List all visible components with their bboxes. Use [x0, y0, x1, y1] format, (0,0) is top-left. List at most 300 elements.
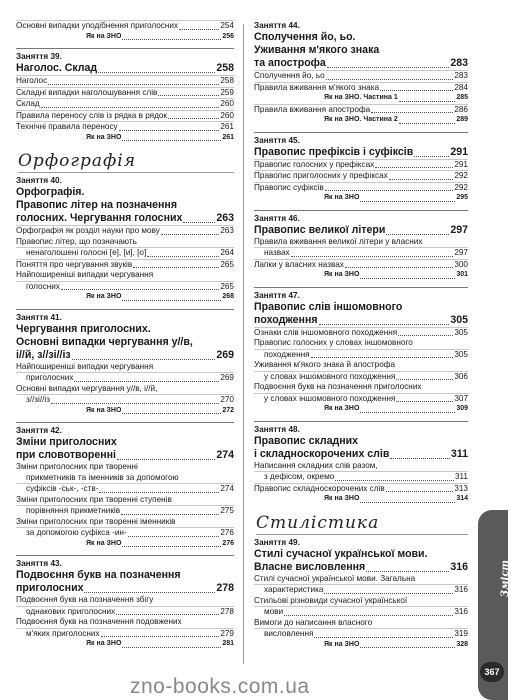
entry-text: та апострофа: [254, 57, 326, 69]
dot-leader: [396, 401, 453, 402]
dot-leader: [128, 536, 220, 537]
dot-leader: [345, 267, 453, 268]
toc-entry: [16, 617, 234, 628]
page-ref: 311: [450, 447, 468, 460]
entry-text: у словах іншомовного походження: [264, 371, 396, 381]
entry-text: Подвоєння букв на позначення приголосних: [254, 382, 422, 391]
page-ref: 272: [222, 406, 234, 414]
entry-text: Як на ЗНО: [86, 32, 122, 40]
lesson-number: Заняття 45.: [254, 135, 300, 145]
entry-text: Подвоєння букв на позначення подовжених: [16, 617, 182, 626]
dot-leader: [168, 118, 219, 119]
lesson-title: [16, 212, 234, 225]
toc-entry: [254, 606, 468, 618]
entry-text: Сполучення йо, ьо: [254, 71, 325, 80]
lesson-title: [254, 146, 468, 159]
dot-leader: [380, 90, 453, 91]
toc-entry: [254, 584, 468, 596]
dot-leader: [311, 357, 454, 358]
entry-text: Поняття про чергування звуків: [16, 259, 133, 269]
dot-leader: [74, 381, 219, 382]
entry-text: Як на ЗНО: [324, 194, 360, 201]
entry-text: висловлення: [264, 629, 314, 638]
page-ref: 258: [216, 62, 234, 74]
toc-entry: [254, 360, 468, 371]
lesson-title: [254, 448, 468, 461]
entry-text: Стилі сучасної української мови. Загальна: [254, 573, 416, 583]
entry-text: Правила вживання м'якого знака: [254, 82, 380, 92]
lesson-block: [254, 287, 468, 415]
page-ref: 264: [220, 248, 234, 257]
entry-text: голосних: [26, 281, 60, 291]
toc-entry: [254, 382, 468, 393]
page-ref: 284: [454, 82, 468, 92]
dot-leader: [366, 571, 449, 572]
toc-entry: [16, 237, 234, 248]
dot-leader: [84, 592, 215, 593]
entry-text: Правопис суфіксів: [254, 182, 324, 192]
page-ref: 261: [220, 122, 234, 131]
dot-leader: [414, 156, 449, 157]
entry-text: Подвоєння букв на позначення збігу: [16, 595, 154, 604]
dot-leader: [398, 335, 453, 336]
page-ref: 269: [216, 348, 234, 361]
toc-entry: [16, 121, 234, 133]
entry-text: Як на ЗНО. Частина 2: [324, 116, 398, 123]
page-ref: 305: [454, 349, 468, 359]
entry-text: і складноскорочених слів: [254, 447, 390, 460]
entry-text: Правила вживання апострофа: [254, 104, 371, 114]
page-ref: 274: [220, 484, 234, 493]
page-ref: 263: [216, 212, 234, 224]
lesson-block: [16, 555, 234, 650]
dot-leader: [314, 637, 453, 638]
lesson-number: Заняття 40.: [16, 176, 62, 185]
zno-practice-entry: [16, 133, 234, 144]
page-ref: 297: [450, 223, 468, 236]
page-ref: 265: [220, 259, 234, 269]
page-ref: 278: [216, 582, 234, 594]
dot-leader: [319, 324, 450, 325]
entry-text: Уживання м'якого знака й апострофа: [254, 360, 396, 369]
lesson-title: [16, 349, 234, 362]
entry-text: мови: [264, 607, 284, 616]
page-ref: 263: [220, 226, 234, 235]
lesson-title: [254, 548, 468, 561]
lesson-block: [254, 537, 468, 651]
dot-leader: [327, 67, 449, 68]
dot-leader: [121, 514, 219, 515]
lesson-block: [16, 309, 234, 417]
dot-leader: [72, 359, 216, 360]
page-ref: 289: [456, 116, 468, 123]
dot-leader: [122, 546, 221, 547]
zno-practice-entry: [254, 115, 468, 126]
toc-entry: [254, 237, 468, 248]
lesson-block: [16, 175, 234, 303]
dot-leader: [41, 107, 220, 108]
page-ref: 297: [454, 248, 468, 257]
zno-practice-entry: [254, 494, 468, 505]
zno-practice-entry: [16, 406, 234, 417]
toc-entry: [16, 462, 234, 473]
toc-entry: [254, 170, 468, 182]
dot-leader: [122, 140, 221, 141]
dot-leader: [360, 278, 455, 279]
column-divider: [243, 24, 244, 664]
entry-text: Технічні правила переносу: [16, 122, 118, 131]
zno-practice-entry: [16, 539, 234, 550]
dot-leader: [360, 502, 455, 503]
toc-entry: [254, 159, 468, 171]
entry-text: Зміни приголосних при творенні: [16, 462, 138, 471]
toc-entry: [16, 606, 234, 618]
entry-text: Зміни приголосних при творенні ступенів: [16, 494, 172, 504]
entry-text: Правопис великої літери: [254, 223, 386, 236]
dot-leader: [122, 647, 221, 648]
toc-entry: [254, 82, 468, 94]
toc-entry: [16, 628, 234, 640]
entry-text: Стилі сучасної української мови.: [254, 547, 428, 560]
toc-entry: [16, 394, 234, 406]
dot-leader: [284, 615, 453, 616]
page-ref: 265: [220, 281, 234, 291]
toc-entry: [254, 259, 468, 271]
entry-text: Як на ЗНО: [86, 539, 122, 547]
entry-text: порівняння прикметників: [26, 506, 121, 515]
page-ref: 270: [220, 395, 234, 404]
entry-text: Уживання м'якого знака: [254, 44, 380, 56]
zno-practice-entry: [254, 404, 468, 415]
page-ref: 305: [450, 313, 468, 326]
right-column: [254, 20, 468, 650]
entry-text: Правопис літер на позначення: [16, 199, 178, 211]
dot-leader: [179, 29, 219, 30]
entry-text: Наголос: [16, 76, 48, 85]
page-ref: 311: [454, 472, 468, 481]
dot-leader: [147, 256, 219, 257]
dot-leader: [326, 79, 454, 80]
page-ref: 256: [222, 32, 234, 40]
entry-text: Наголос. Склад: [16, 62, 98, 74]
lesson-block: [254, 421, 468, 505]
dot-leader: [360, 647, 455, 648]
toc-entry: [254, 349, 468, 361]
page-ref: 269: [220, 373, 234, 382]
entry-text: походження: [264, 349, 310, 359]
toc-entry: [16, 98, 234, 110]
left-lessons-b: [16, 175, 234, 650]
lesson-number: Заняття 43.: [16, 559, 62, 568]
toc-entry: [254, 471, 468, 483]
dot-leader: [99, 492, 219, 493]
dot-leader: [116, 614, 219, 615]
toc-entry: [254, 596, 468, 607]
page-ref: 295: [456, 194, 468, 201]
side-tab-label: Зміст: [500, 560, 511, 598]
dot-leader: [335, 480, 454, 481]
dot-leader: [390, 458, 450, 459]
dot-leader: [291, 256, 454, 257]
toc-entry: [16, 75, 234, 87]
page-ref: 258: [220, 76, 234, 85]
lesson-title: [254, 301, 468, 314]
page-ref: 314: [456, 495, 468, 502]
lesson-title: [16, 336, 234, 349]
page-ref: 283: [454, 71, 468, 80]
lesson-title: [16, 62, 234, 75]
dot-leader: [48, 84, 219, 85]
page-ref: 307: [454, 393, 468, 403]
lesson-number: Заняття 46.: [254, 213, 300, 223]
watermark: zno-books.com.ua: [130, 675, 310, 698]
lesson-title: [16, 569, 234, 582]
dot-leader: [161, 234, 219, 235]
toc-entry: [254, 104, 468, 116]
lesson-number: Заняття 39.: [16, 52, 62, 61]
right-lessons-b: [254, 537, 468, 651]
page-ref: 316: [454, 607, 468, 616]
lesson-block: [254, 210, 468, 281]
entry-text: однакових приголосних: [26, 606, 116, 616]
page-ref: 261: [222, 133, 234, 141]
page-ref: 259: [220, 87, 234, 97]
dot-leader: [324, 593, 453, 594]
entry-text: з//зі//із: [26, 395, 50, 404]
lesson-title: [254, 57, 468, 70]
lesson-title: [16, 449, 234, 462]
lesson-title: [254, 435, 468, 448]
page-ref: 268: [222, 293, 234, 300]
toc-entry: [16, 225, 234, 237]
dot-leader: [375, 167, 453, 168]
toc-entry: [16, 372, 234, 384]
lesson-title: [16, 199, 234, 212]
toc-entry: [254, 574, 468, 585]
dot-leader: [61, 289, 219, 290]
entry-text: у словах іншомовного походження: [264, 393, 396, 403]
toc-entry: [16, 281, 234, 293]
zno-practice-entry: [254, 640, 468, 651]
entry-text: Орфографія як розділ науки про мову: [16, 226, 160, 235]
lesson-title: [16, 323, 234, 336]
page-ref: 281: [222, 640, 234, 647]
entry-text: при словотворенні: [16, 449, 116, 461]
entry-text: Як на ЗНО: [86, 133, 122, 141]
toc-entry: [254, 327, 468, 339]
entry-text: прикметників та іменників за допомогою: [26, 472, 179, 482]
entry-text: суфіксів -ськ-, -ств-: [26, 484, 99, 493]
entry-text: Складні випадки наголошування слів: [16, 87, 158, 97]
page-ref: 319: [454, 629, 468, 638]
toc-entry: [254, 628, 468, 640]
entry-text: Основні випадки уподібнення приголосних: [16, 21, 179, 30]
entry-text: Лапки у власних назвах: [254, 259, 344, 269]
dot-leader: [389, 179, 454, 180]
left-column: [16, 20, 234, 650]
page-ref: 292: [454, 182, 468, 192]
lesson-title: [16, 186, 234, 199]
entry-text: назвах: [264, 248, 290, 257]
toc-entry: [16, 595, 234, 606]
toc-entry: [16, 517, 234, 528]
page-ref: 279: [220, 628, 234, 638]
toc-entry: [254, 371, 468, 383]
toc-entry: [254, 70, 468, 82]
entry-text: Правопис голосних у префіксах: [254, 159, 375, 169]
lesson-title: [16, 436, 234, 449]
lesson-block: [254, 132, 468, 204]
lesson-title: [254, 44, 468, 57]
toc-entry: [16, 247, 234, 259]
lesson-title: [254, 561, 468, 574]
zno-practice-entry: [254, 193, 468, 204]
dot-leader: [119, 130, 220, 131]
dot-leader: [133, 267, 219, 268]
toc-entry: [16, 473, 234, 484]
toc-entry: [254, 483, 468, 495]
zno-practice-entry: [16, 639, 234, 650]
toc-entry: [16, 270, 234, 281]
page-ref: 254: [220, 21, 234, 30]
page-ref: 278: [220, 606, 234, 616]
toc-entry: [16, 505, 234, 517]
entry-text: Чергування приголосних.: [16, 322, 151, 335]
dot-leader: [158, 95, 219, 96]
toc-entry: [16, 384, 234, 395]
right-lessons-a: [254, 20, 468, 505]
lesson-block: [16, 422, 234, 549]
entry-text: Ознаки слів іншомовного походження: [254, 327, 398, 337]
dot-leader: [360, 201, 455, 202]
page-ref: 328: [456, 640, 468, 648]
entry-text: приголосних: [26, 373, 74, 382]
dot-leader: [122, 413, 221, 414]
section-heading-stylistics: Стилістика: [256, 513, 468, 535]
toc-entry: [16, 259, 234, 271]
entry-text: м'яких приголосних: [26, 628, 100, 638]
entry-text: Вимоги до написання власного: [254, 617, 373, 627]
toc-entry: [16, 527, 234, 539]
lesson-title: [254, 224, 468, 237]
left-lessons-a: [16, 48, 234, 143]
page-ref: 275: [220, 506, 234, 515]
entry-text: приголосних: [16, 582, 84, 594]
dot-leader: [399, 101, 456, 102]
page-ref: 305: [454, 327, 468, 337]
toc-entry: [16, 110, 234, 122]
page-ref: 276: [220, 528, 234, 537]
entry-text: Правопис складних: [254, 434, 359, 447]
dot-leader: [325, 190, 454, 191]
entry-text: Як на ЗНО: [324, 405, 360, 412]
toc-entry: [254, 393, 468, 405]
lesson-title: [254, 31, 468, 44]
entry-text: з дефісом, окремо: [264, 472, 335, 481]
entry-text: Правила переносу слів із рядка в рядок: [16, 110, 168, 120]
lesson-block: [16, 48, 234, 143]
toc-entry: [16, 495, 234, 506]
entry-text: Як на ЗНО: [324, 495, 360, 502]
page-ref: 285: [456, 94, 468, 101]
entry-text: Правопис літер, що позначають: [16, 236, 137, 246]
page-number: 367: [480, 662, 504, 682]
toc-entry: [16, 362, 234, 373]
page-ref: 260: [220, 110, 234, 120]
entry-text: Правопис слів іншомовного: [254, 300, 403, 313]
toc-entry: [16, 20, 234, 32]
entry-text: Як на ЗНО: [324, 271, 360, 278]
dot-leader: [183, 222, 215, 223]
dot-leader: [117, 459, 215, 460]
entry-text: Як на ЗНО: [86, 406, 122, 414]
entry-text: Основні випадки чергування у//в, і//й,: [16, 383, 158, 393]
page-ref: 292: [454, 171, 468, 180]
entry-text: Написання складних слів разом,: [254, 460, 378, 470]
lesson-title: [254, 314, 468, 327]
dot-leader: [371, 112, 453, 113]
page-ref: 274: [216, 449, 234, 461]
entry-text: за допомогою суфікса -ин-: [26, 528, 127, 537]
entry-text: Орфографія.: [16, 186, 85, 198]
dot-leader: [122, 300, 221, 301]
toc-entry: [16, 483, 234, 495]
entry-text: і//й, з//зі//із: [16, 348, 71, 361]
section-heading-orthography: Орфографія: [18, 151, 234, 173]
entry-text: Правила вживання великої літери у власних: [254, 236, 423, 246]
dot-leader: [396, 379, 453, 380]
entry-text: Подвоєння букв на позначення: [16, 569, 181, 581]
page-ref: 286: [454, 104, 468, 114]
lesson-title: [16, 582, 234, 595]
toc-entry: [254, 338, 468, 349]
left-top-entries: [16, 20, 234, 42]
toc-entry: [254, 182, 468, 194]
lesson-number: Заняття 44.: [254, 21, 300, 30]
toc-entry: [254, 247, 468, 259]
toc-entry: [254, 461, 468, 472]
toc-entry: [16, 87, 234, 99]
entry-text: Як на ЗНО: [324, 640, 360, 648]
page-ref: 291: [450, 145, 468, 158]
entry-text: Склад: [16, 99, 40, 108]
entry-text: походження: [254, 313, 318, 326]
entry-text: Зміни приголосних при творенні іменників: [16, 516, 176, 526]
lesson-number: Заняття 48.: [254, 424, 300, 434]
dot-leader: [360, 412, 455, 413]
page-ref: 309: [456, 405, 468, 412]
entry-text: Стильові різновиди сучасної української: [254, 595, 408, 605]
entry-text: Як на ЗНО: [86, 293, 122, 300]
entry-text: Найпоширеніші випадки чергування: [16, 270, 154, 279]
page-ref: 313: [454, 483, 468, 493]
dot-leader: [51, 403, 219, 404]
entry-text: Правопис складноскорочених слів: [254, 483, 385, 493]
dot-leader: [122, 39, 221, 40]
page-ref: 306: [454, 371, 468, 381]
entry-text: Власне висловлення: [254, 560, 366, 573]
zno-practice-entry: [254, 270, 468, 281]
lesson-number: Заняття 49.: [254, 537, 300, 547]
entry-text: ненаголошені голосні [е], [и], [о]: [26, 248, 147, 257]
entry-text: голосних. Чергування голосних: [16, 212, 183, 224]
dot-leader: [399, 123, 456, 124]
entry-text: Правопис голосних у словах іншомовного: [254, 338, 413, 347]
page-ref: 283: [450, 57, 468, 69]
page-ref: 301: [456, 271, 468, 278]
entry-text: Сполучення йо, ьо.: [254, 31, 356, 43]
page-ref: 316: [450, 560, 468, 573]
